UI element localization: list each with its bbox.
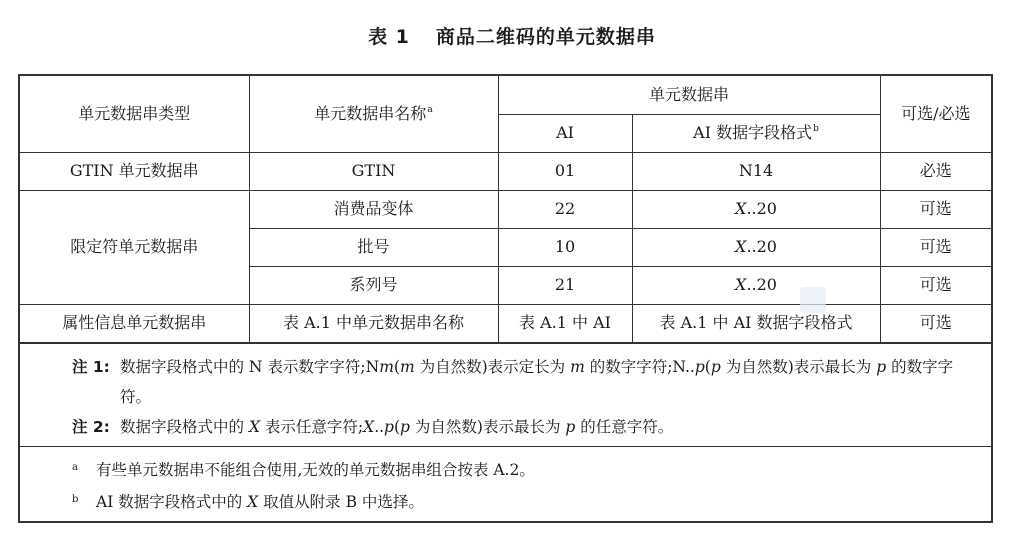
table-number: 表 1 <box>368 26 410 48</box>
cell-ai: 22 <box>498 190 632 228</box>
footnote-a-ref: a <box>427 105 433 116</box>
cell-optional: 必选 <box>880 152 991 190</box>
notes-section <box>20 343 991 446</box>
cell-name: 表 A.1 中单元数据串名称 <box>249 304 498 342</box>
cell-optional: 可选 <box>880 266 991 304</box>
table-row <box>20 304 991 342</box>
cell-optional: 可选 <box>880 190 991 228</box>
footnote-b <box>72 485 991 517</box>
footnote-mark: b <box>72 494 79 505</box>
header-optional: 可选/必选 <box>880 76 991 152</box>
header-group: 单元数据串 <box>498 76 880 114</box>
table-row <box>20 152 991 190</box>
cell-ai: 01 <box>498 152 632 190</box>
cell-ai: 10 <box>498 228 632 266</box>
cell-ai: 表 A.1 中 AI <box>498 304 632 342</box>
cell-format: X..20 <box>632 228 880 266</box>
table-frame <box>18 74 993 523</box>
cell-name: 批号 <box>249 228 498 266</box>
table-caption <box>0 22 1024 49</box>
cell-optional: 可选 <box>880 304 991 342</box>
note-2 <box>20 412 991 442</box>
header-format: AI 数据字段格式$^b$ <box>632 114 880 152</box>
cell-ai: 21 <box>498 266 632 304</box>
cell-type: 限定符单元数据串 <box>20 190 249 304</box>
cell-type: 属性信息单元数据串 <box>20 304 249 342</box>
cell-format: N14 <box>632 152 880 190</box>
cell-type: GTIN 单元数据串 <box>20 152 249 190</box>
footnote-text: 有些单元数据串不能组合使用,无效的单元数据串组合按表 A.2。 <box>96 461 535 479</box>
cell-format: X..20 <box>632 190 880 228</box>
cell-format: 表 A.1 中 AI 数据字段格式 <box>632 304 880 342</box>
header-ai: AI <box>498 114 632 152</box>
watermark-icon <box>800 287 826 313</box>
cell-name: 消费品变体 <box>249 190 498 228</box>
footnotes-section <box>20 446 991 523</box>
note-label: 注 2: <box>72 418 110 436</box>
cell-format: X..20 <box>632 266 880 304</box>
table-row <box>20 190 991 228</box>
cell-name: GTIN <box>249 152 498 190</box>
footnote-b-ref: b <box>813 124 819 135</box>
footnote-mark: a <box>72 462 78 473</box>
note-text: 数据字段格式中的 X 表示任意字符;X..p(p 为自然数)表示最长为 p 的任意字符。 <box>120 418 674 436</box>
footnote-a <box>72 453 991 485</box>
cell-name: 系列号 <box>249 266 498 304</box>
note-text: 数据字段格式中的 N 表示数字字符;Nm(m 为自然数)表示定长为 m 的数字字符;N..p(p 为自然数)表示最长为 p 的数字字符。 <box>120 358 954 406</box>
cell-optional: 可选 <box>880 228 991 266</box>
header-name: 单元数据串名称$^a$ <box>249 76 498 152</box>
header-type: 单元数据串类型 <box>20 76 249 152</box>
note-label: 注 1: <box>72 358 110 376</box>
data-string-table <box>20 76 991 343</box>
note-1 <box>20 352 991 412</box>
table-title: 商品二维码的单元数据串 <box>435 26 656 48</box>
footnote-text: AI 数据字段格式中的 X 取值从附录 B 中选择。 <box>96 493 424 511</box>
